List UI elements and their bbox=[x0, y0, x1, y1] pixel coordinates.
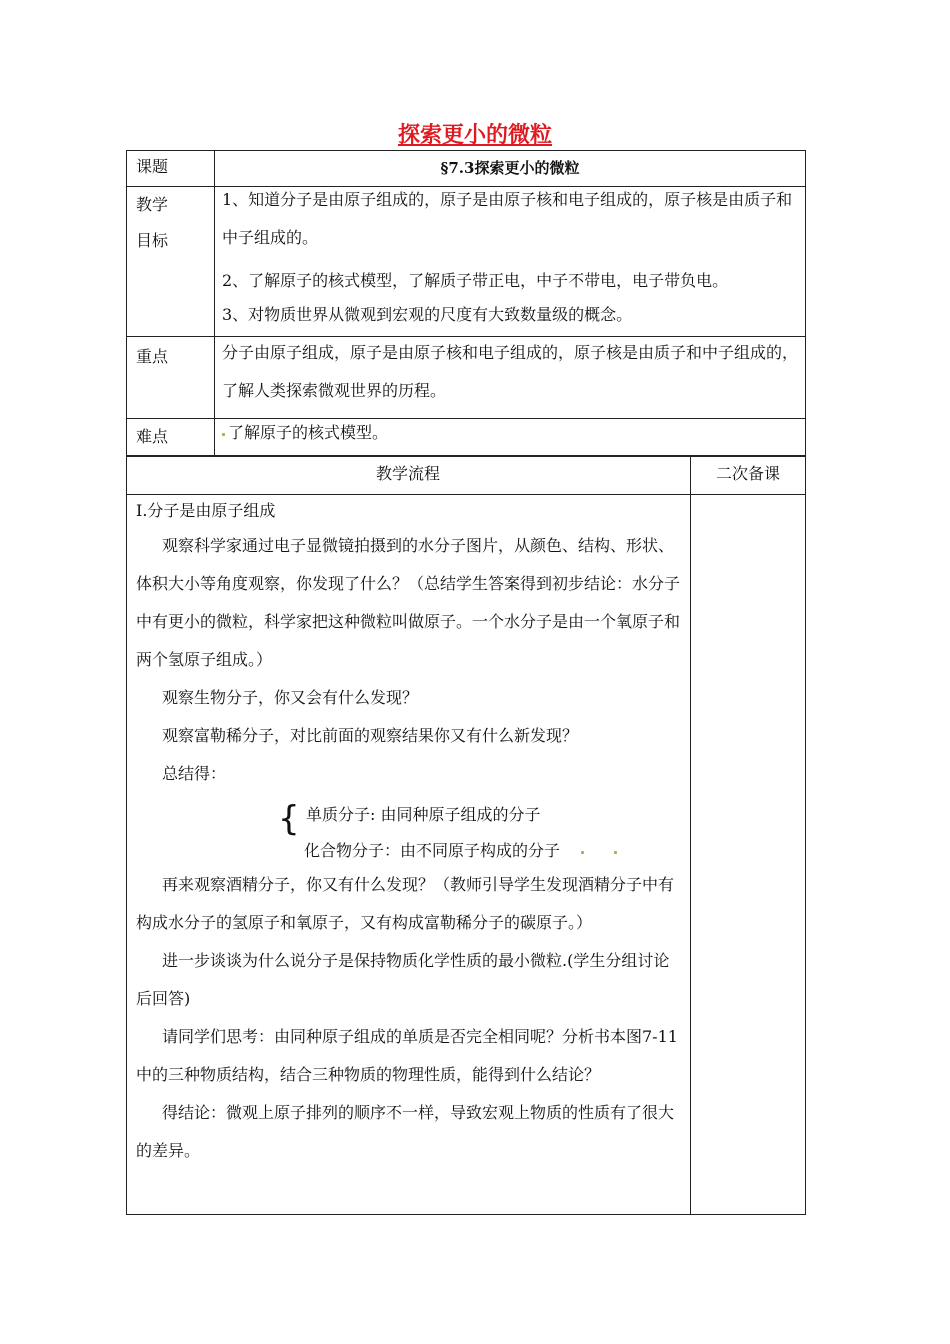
paragraph-alcohol: 再来观察酒精分子，你又有什么发现？（教师引导学生发现酒精分子中有构成水分子的氢原子和氧原子，又有构成富勒稀分子的碳原子。） bbox=[136, 875, 675, 932]
section-heading: Ⅰ.分子是由原子组成 bbox=[136, 501, 276, 520]
course-title: §7.3探索更小的微粒 bbox=[440, 159, 580, 177]
key-point-label: 重点 bbox=[136, 347, 169, 366]
header-table-divider bbox=[214, 150, 215, 456]
column-header-flow: 教学流程 bbox=[375, 464, 440, 483]
difficulty-label: 难点 bbox=[136, 427, 169, 446]
paragraph-question: 请同学们思考：由同种原子组成的单质是否完全相同呢？分析书本图7-11中的三种物质结构，结合三种物质的物理性质，能得到什么结论？ bbox=[136, 1027, 678, 1084]
course-label: 课题 bbox=[136, 157, 169, 176]
goal-item: 3、对物质世界从微观到宏观的尺度有大致数量级的概念。 bbox=[222, 305, 633, 324]
notes-column-divider bbox=[690, 456, 691, 1215]
goal-label-line1: 教学 bbox=[136, 195, 169, 214]
paragraph-conclusion: 得结论：微观上原子排列的顺序不一样，导致宏观上物质的性质有了很大的差异。 bbox=[136, 1103, 675, 1160]
simple-molecule-definition: 单质分子: 由同种原子组成的分子 bbox=[306, 805, 541, 824]
curly-brace: { bbox=[278, 799, 300, 839]
row-divider bbox=[126, 418, 806, 419]
goal-label-line2: 目标 bbox=[136, 231, 169, 250]
paragraph-observe-water: 观察科学家通过电子显微镜拍摄到的水分子图片，从颜色、结构、形状、体积大小等角度观察，你发现了什么？（总结学生答案得到初步结论：水分子中有更小的微粒，科学家把这种微粒叫做原子。一个水分子是由一个氧原子和两个氢原子组成。） bbox=[136, 536, 681, 669]
ink-speck bbox=[222, 433, 225, 436]
paragraph-bio-molecule: 观察生物分子，你又会有什么发现？ bbox=[162, 688, 419, 707]
flow-header-divider bbox=[126, 494, 806, 495]
paragraph-discussion: 进一步谈谈为什么说分子是保持物质化学性质的最小微粒.(学生分组讨论后回答) bbox=[136, 951, 670, 1008]
compound-molecule-definition: 化合物分子：由不同原子构成的分子 bbox=[304, 841, 561, 860]
key-point-text: 分子由原子组成，原子是由原子核和电子组成的，原子核是由质子和中子组成的，了解人类探索微观世界的历程。 bbox=[222, 343, 799, 400]
ink-speck bbox=[581, 851, 584, 854]
paragraph-summary: 总结得： bbox=[162, 764, 227, 783]
paragraph-fullerene: 观察富勒稀分子，对比前面的观察结果你又有什么新发现？ bbox=[162, 726, 579, 745]
ink-speck bbox=[614, 851, 617, 854]
column-header-notes: 二次备课 bbox=[715, 464, 780, 483]
difficulty-text: 了解原子的核式模型。 bbox=[228, 423, 389, 442]
document-title: 探索更小的微粒 bbox=[397, 123, 552, 148]
goal-item: 2、了解原子的核式模型，了解质子带正电，中子不带电，电子带负电。 bbox=[222, 271, 729, 290]
goal-item: 1、知道分子是由原子组成的，原子是由原子核和电子组成的，原子核是由质子和中子组成的。 bbox=[222, 190, 793, 247]
